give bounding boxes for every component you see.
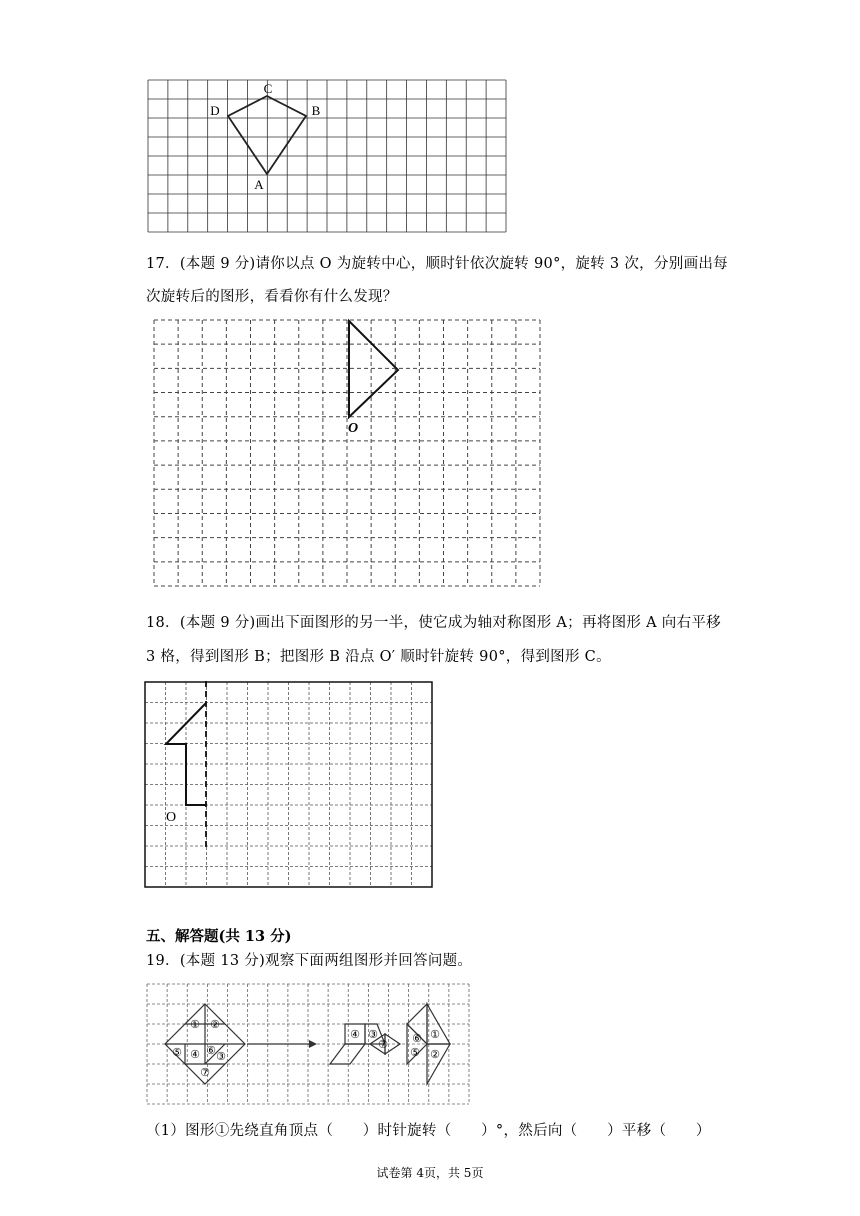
point-o-label: O [348,421,359,436]
figure-19-tangram-grid [145,982,475,1108]
point-o-prime-label: O [166,810,177,825]
q18-text-line2: 3 格，得到图形 B；把图形 B 沿点 O′ 顺时针旋转 90°，得到图形 C。 [146,649,611,665]
piece-5-left: ⑤ [172,1047,182,1059]
figure-16-kite-grid [146,78,510,236]
piece-2-left: ② [210,1019,220,1031]
section-5-title: 五、解答题(共 13 分) [146,928,292,945]
q19-sub1: （1）图形①先绕直角顶点（ ）时针旋转（ ）°，然后向（ ）平移（ ） [146,1123,711,1139]
label-c: C [263,81,273,96]
figure-18-half-shape-grid [144,681,434,889]
q17-text-line2: 次旋转后的图形，看看你有什么发现？ [146,289,398,305]
piece-2-right: ② [430,1049,440,1061]
page-footer: 试卷第 4页，共 5页 [376,1166,484,1180]
piece-4-right: ④ [350,1029,360,1041]
piece-6-right: ⑥ [412,1033,422,1045]
piece-7-left: ⑦ [200,1067,210,1079]
piece-1-left: ① [190,1019,200,1031]
q19-text-line1: 19．(本题 13 分)观察下面两组图形并回答问题。 [146,953,473,969]
triangle-shape [349,321,398,417]
q18-text-line1: 18．(本题 9 分)画出下面图形的另一半，使它成为轴对称图形 A；再将图形 A 向右平移 [146,615,721,631]
piece-5-right: ⑤ [410,1047,420,1059]
piece-3-right: ③ [368,1029,378,1041]
piece-6-left: ⑥ [206,1045,216,1057]
piece-7-right: ⑦ [378,1039,388,1051]
label-b: B [311,103,321,118]
piece-4-left: ④ [190,1049,200,1061]
label-d: D [210,103,220,118]
label-a: A [254,177,264,192]
piece-1-right: ① [430,1029,440,1041]
transform-arrow-head [309,1040,317,1048]
figure-17-triangle-grid [152,318,544,590]
q17-text-line1: 17．(本题 9 分)请你以点 O 为旋转中心，顺时针依次旋转 90°，旋转 3 次，分别画出每 [146,256,728,272]
piece-3-left: ③ [216,1051,226,1063]
